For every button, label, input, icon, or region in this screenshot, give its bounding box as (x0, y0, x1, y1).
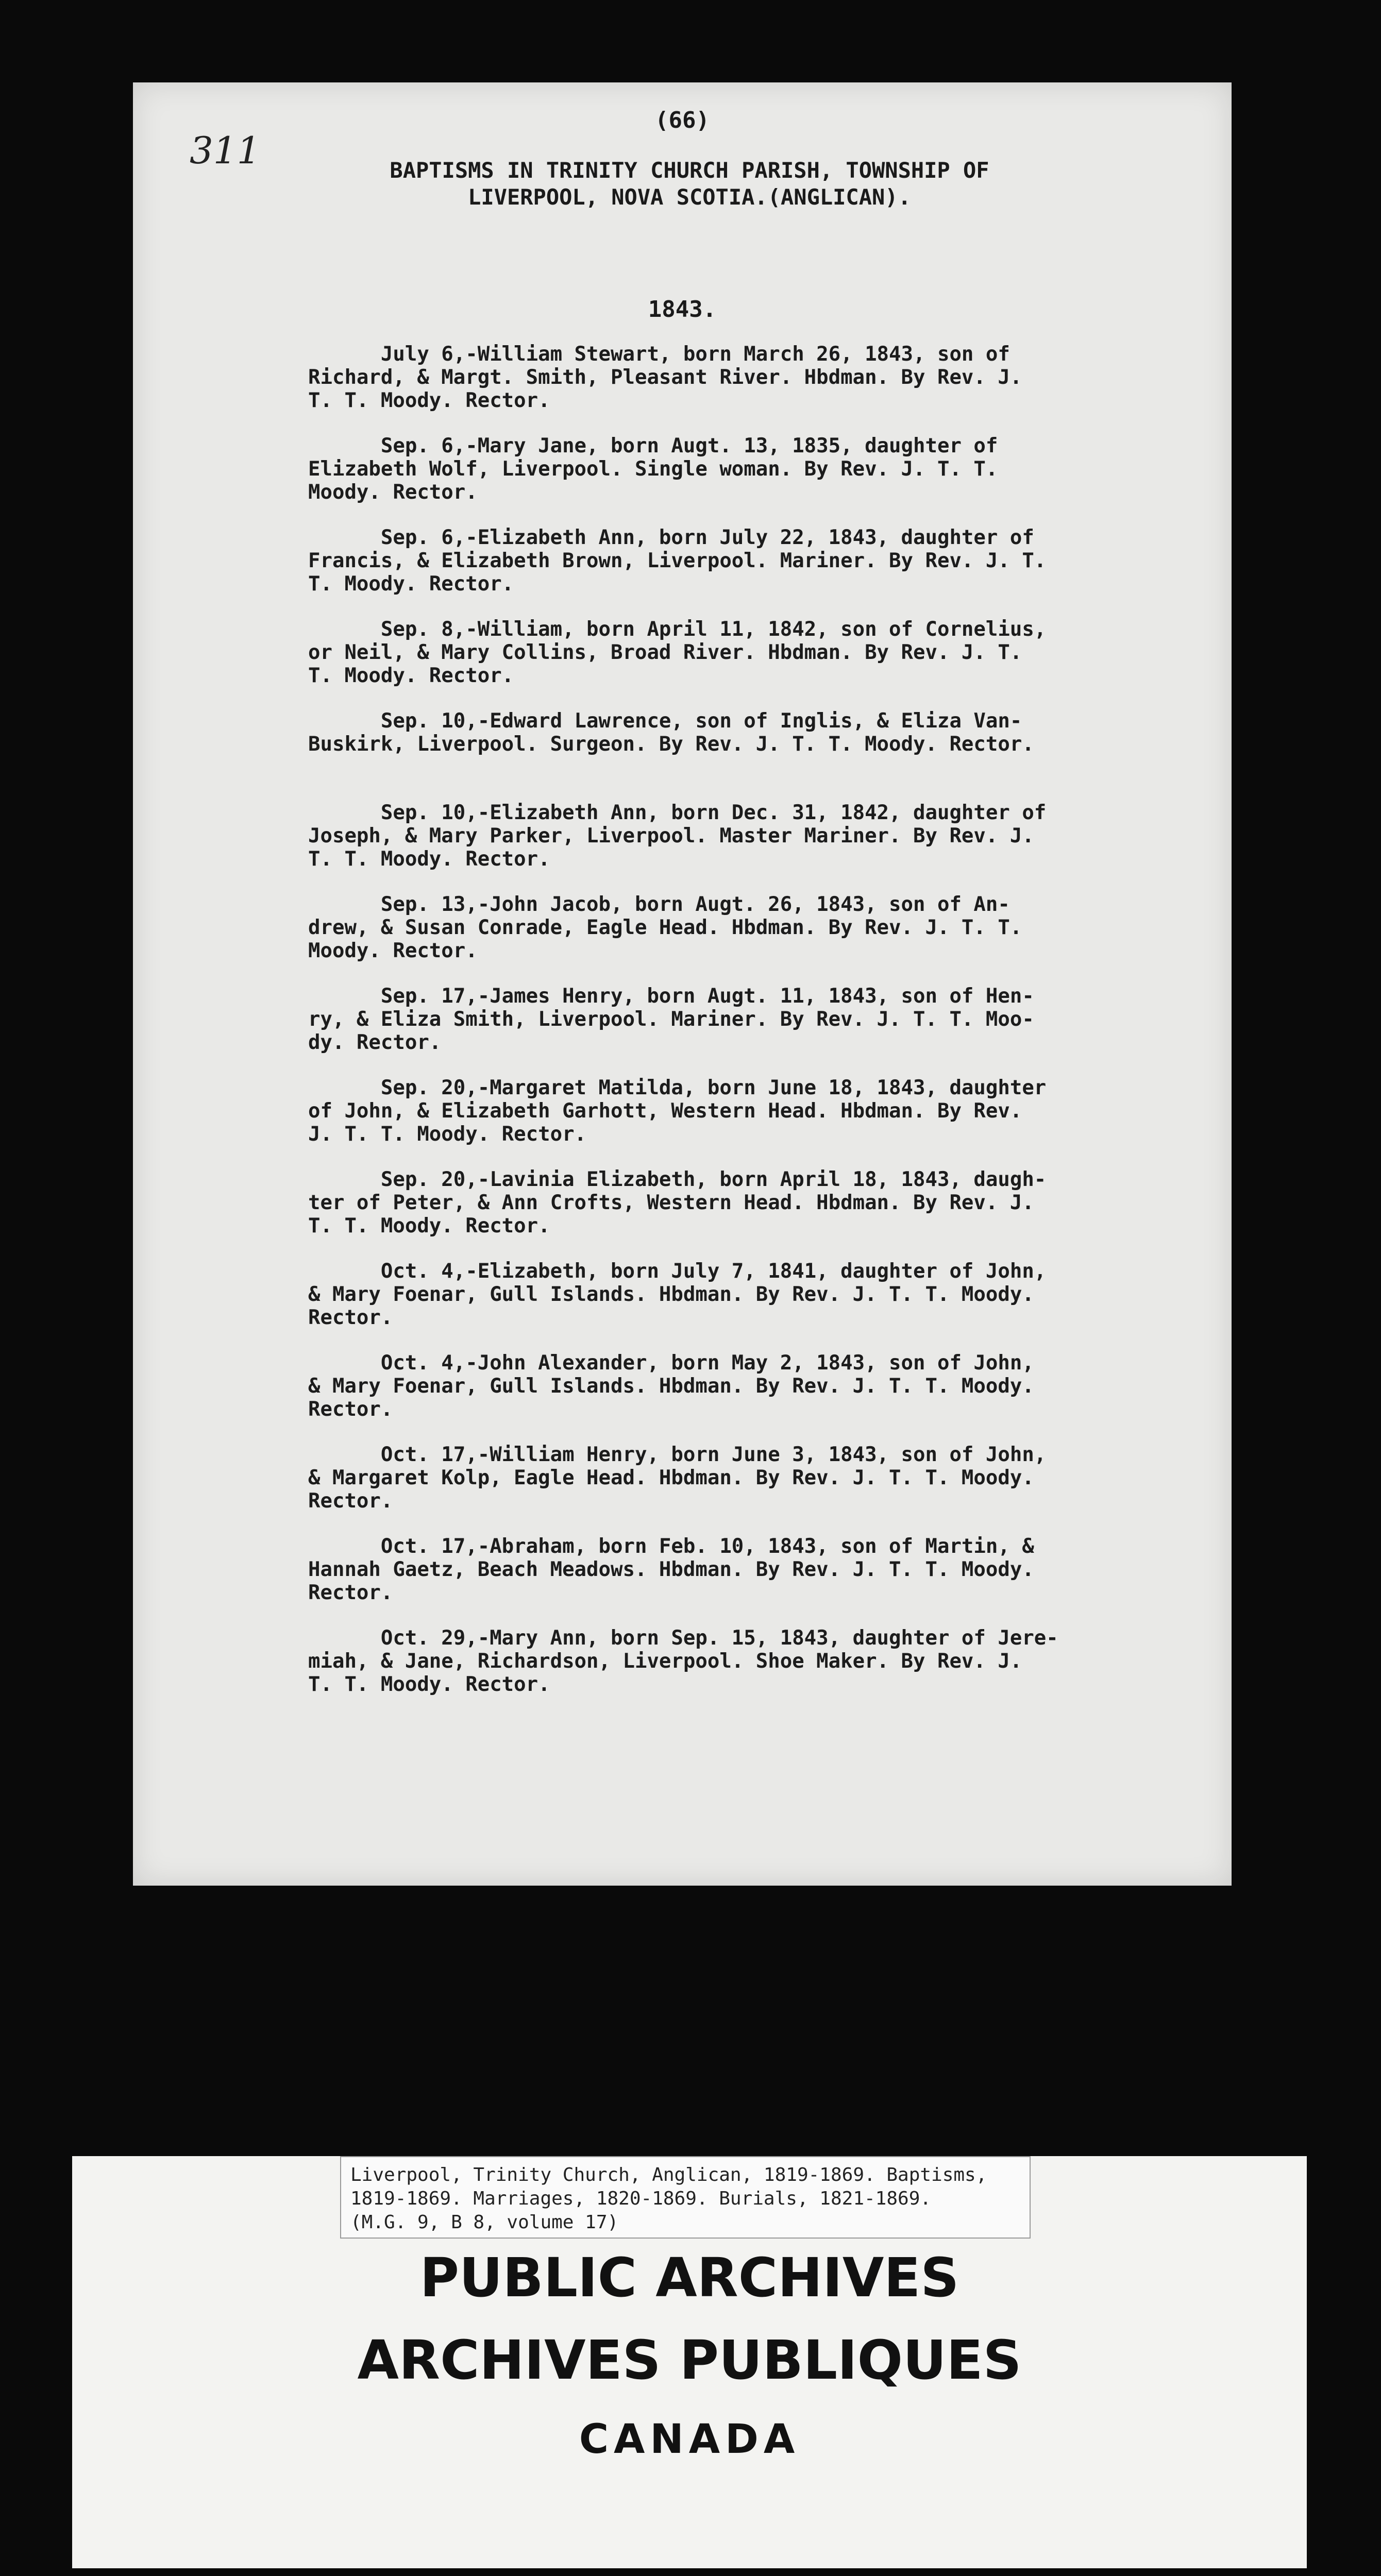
entry-line: Buskirk, Liverpool. Surgeon. By Rev. J. T. T. Moody. Rector. (308, 733, 1034, 756)
entry-line: Moody. Rector. (308, 939, 478, 962)
year-heading: 1843. (648, 296, 717, 323)
entry-line: Sep. 6,-Mary Jane, born Augt. 13, 1835, daughter of (308, 434, 998, 457)
baptism-entry (308, 1626, 1308, 1718)
entry-line: ter of Peter, & Ann Crofts, Western Head. Hbdman. By Rev. J. (308, 1191, 1034, 1214)
entry-line: Oct. 29,-Mary Ann, born Sep. 15, 1843, daughter of Jere- (308, 1626, 1058, 1650)
entry-line: of John, & Elizabeth Garhott, Western Head. Hbdman. By Rev. (308, 1099, 1022, 1123)
heading-line-2: LIVERPOOL, NOVA SCOTIA.(ANGLICAN). (468, 184, 911, 210)
entry-line: miah, & Jane, Richardson, Liverpool. Shoe Maker. By Rev. J. (308, 1650, 1022, 1673)
entry-line: Oct. 17,-Abraham, born Feb. 10, 1843, son of Martin, & (308, 1535, 1034, 1558)
entry-line: T. T. Moody. Rector. (308, 1214, 550, 1238)
page-number: (66) (655, 107, 710, 133)
entry-line: T. T. Moody. Rector. (308, 1673, 550, 1696)
entry-line: Francis, & Elizabeth Brown, Liverpool. Mariner. By Rev. J. T. (308, 549, 1047, 572)
entry-line: Rector. (308, 1398, 393, 1421)
baptism-entry (308, 343, 1308, 434)
entry-line: T. Moody. Rector. (308, 664, 514, 687)
heading-line-1: BAPTISMS IN TRINITY CHURCH PARISH, TOWNSHIP OF (390, 158, 989, 183)
baptism-entry (308, 985, 1308, 1076)
entry-line: July 6,-William Stewart, born March 26, 1843, son of (308, 343, 1010, 366)
public-archives-text: PUBLIC ARCHIVES (419, 2246, 959, 2309)
archive-stamp (72, 2156, 1307, 2568)
label-line-3: (M.G. 9, B 8, volume 17) (350, 2212, 619, 2233)
entry-line: Sep. 20,-Margaret Matilda, born June 18, 1843, daughter (308, 1076, 1047, 1099)
baptism-entry (308, 893, 1308, 985)
baptism-entry (308, 618, 1308, 709)
entry-line: T. Moody. Rector. (308, 572, 514, 596)
entry-line: dy. Rector. (308, 1031, 442, 1054)
entry-line: T. T. Moody. Rector. (308, 389, 550, 412)
entry-line: Oct. 4,-John Alexander, born May 2, 1843, son of John, (308, 1351, 1034, 1375)
baptism-entry (308, 1168, 1308, 1260)
entry-line: drew, & Susan Conrade, Eagle Head. Hbdman. By Rev. J. T. T. (308, 916, 1022, 939)
entry-line: Moody. Rector. (308, 481, 478, 504)
entry-line: Richard, & Margt. Smith, Pleasant River. Hbdman. By Rev. J. (308, 366, 1022, 389)
baptism-entry (308, 434, 1308, 526)
entry-line: Sep. 20,-Lavinia Elizabeth, born April 18, 1843, daugh- (308, 1168, 1047, 1191)
baptism-entry (308, 1351, 1308, 1443)
archive-label (340, 2156, 1031, 2239)
entry-line: Hannah Gaetz, Beach Meadows. Hbdman. By Rev. J. T. T. Moody. (308, 1558, 1034, 1581)
entry-line: Joseph, & Mary Parker, Liverpool. Master Mariner. By Rev. J. (308, 824, 1034, 848)
entry-line: Oct. 4,-Elizabeth, born July 7, 1841, daughter of John, (308, 1260, 1047, 1283)
label-line-2: 1819-1869. Marriages, 1820-1869. Burials, 1821-1869. (350, 2188, 932, 2209)
entry-line: Oct. 17,-William Henry, born June 3, 1843, son of John, (308, 1443, 1047, 1466)
baptism-entry (308, 526, 1308, 618)
page-heading (288, 157, 1091, 211)
entry-line: Sep. 6,-Elizabeth Ann, born July 22, 1843, daughter of (308, 526, 1034, 549)
entry-line: or Neil, & Mary Collins, Broad River. Hbdman. By Rev. J. T. (308, 641, 1022, 664)
folio-number: 311 (190, 129, 261, 172)
entry-line: Rector. (308, 1581, 393, 1604)
baptism-entry (308, 709, 1308, 801)
baptism-entries (308, 343, 1308, 1718)
baptism-entry (308, 1260, 1308, 1351)
entry-line: ry, & Eliza Smith, Liverpool. Mariner. By Rev. J. T. T. Moo- (308, 1008, 1034, 1031)
entry-line: Elizabeth Wolf, Liverpool. Single woman. By Rev. J. T. T. (308, 457, 998, 481)
entry-line: Sep. 8,-William, born April 11, 1842, son of Cornelius, (308, 618, 1047, 641)
entry-line: Sep. 10,-Edward Lawrence, son of Inglis, & Eliza Van- (308, 709, 1022, 733)
entry-line: Sep. 17,-James Henry, born Augt. 11, 1843, son of Hen- (308, 985, 1034, 1008)
entry-line: & Mary Foenar, Gull Islands. Hbdman. By Rev. J. T. T. Moody. (308, 1375, 1034, 1398)
entry-line: Rector. (308, 1306, 393, 1329)
register-page (133, 82, 1232, 1886)
entry-line: Sep. 13,-John Jacob, born Augt. 26, 1843, son of An- (308, 893, 1010, 916)
baptism-entry (308, 1535, 1308, 1626)
entry-line: & Mary Foenar, Gull Islands. Hbdman. By Rev. J. T. T. Moody. (308, 1283, 1034, 1306)
baptism-entry (308, 1076, 1308, 1168)
canada-text: CANADA (579, 2416, 800, 2463)
entry-line: T. T. Moody. Rector. (308, 848, 550, 871)
archives-publiques-text: ARCHIVES PUBLIQUES (357, 2329, 1022, 2392)
baptism-entry (308, 801, 1308, 893)
entry-line: J. T. T. Moody. Rector. (308, 1123, 587, 1146)
label-line-1: Liverpool, Trinity Church, Anglican, 1819-1869. Baptisms, (350, 2164, 987, 2185)
entry-line: & Margaret Kolp, Eagle Head. Hbdman. By Rev. J. T. T. Moody. (308, 1466, 1034, 1489)
entry-line: Rector. (308, 1489, 393, 1513)
entry-line: Sep. 10,-Elizabeth Ann, born Dec. 31, 1842, daughter of (308, 801, 1047, 824)
baptism-entry (308, 1443, 1308, 1535)
